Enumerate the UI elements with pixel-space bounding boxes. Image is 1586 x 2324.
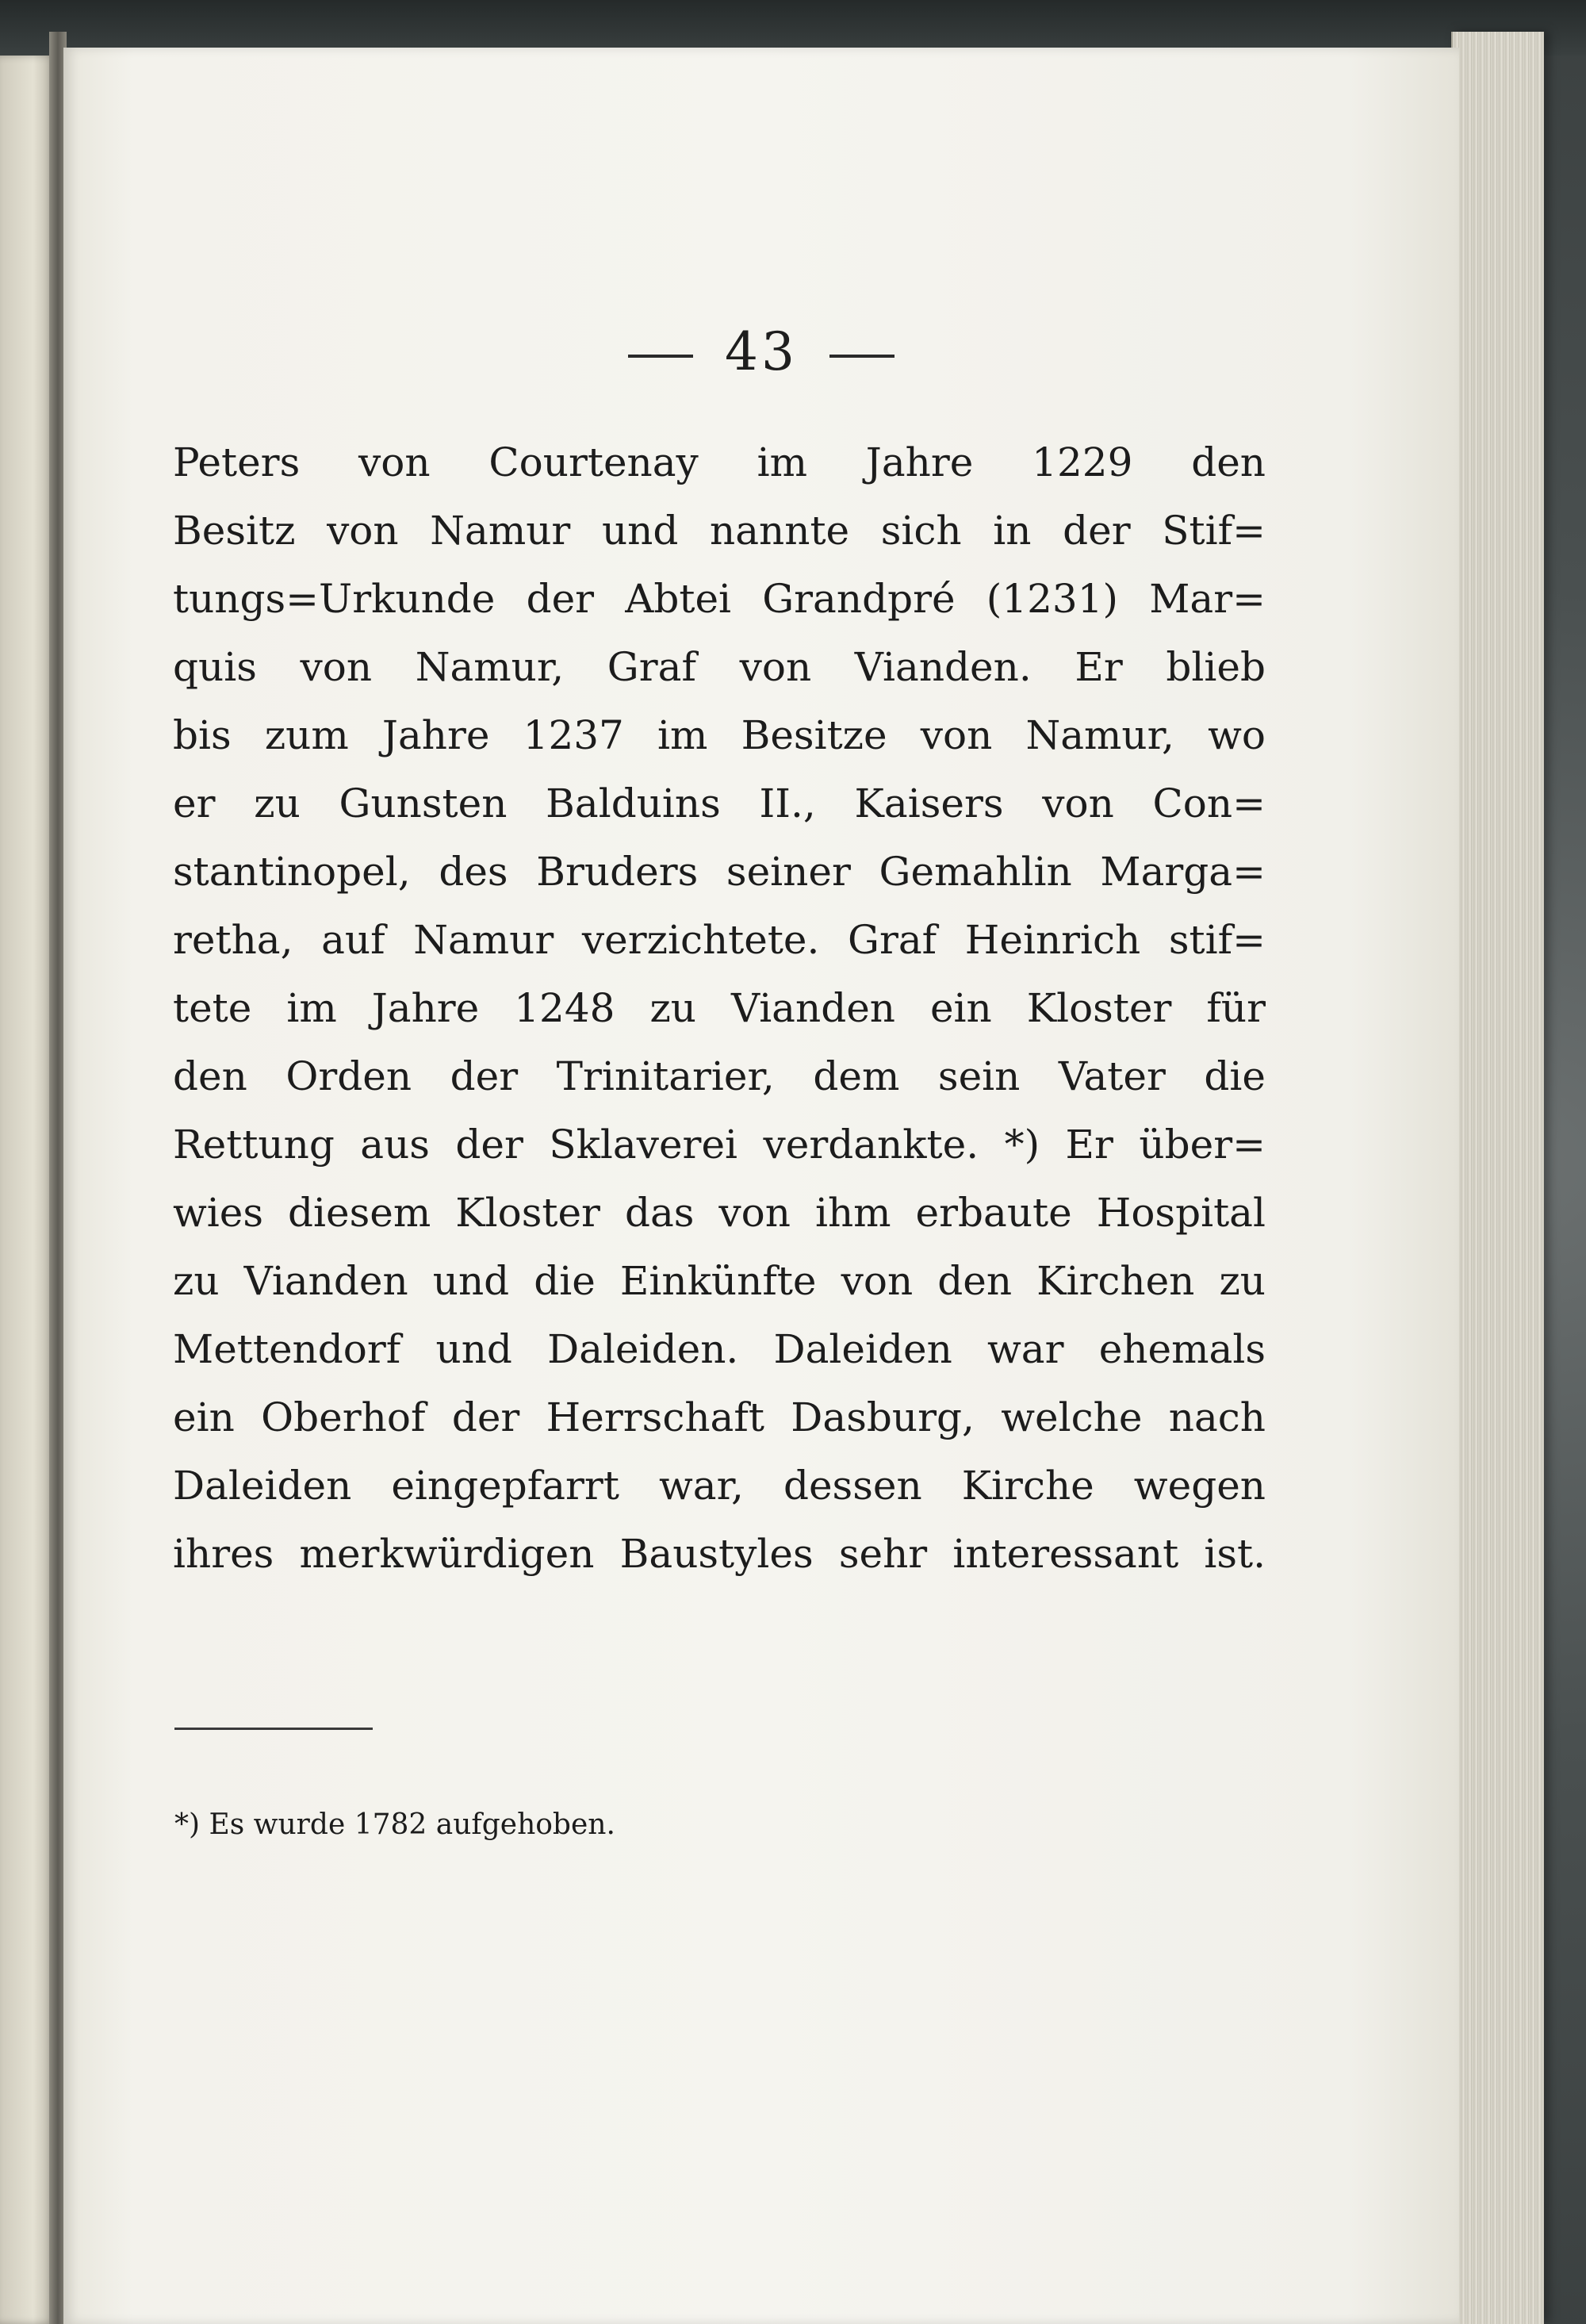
text-line: Rettung aus der Sklaverei verdankte. *) Er über= (173, 1122, 1266, 1168)
text-line: zu Vianden und die Einkünfte von den Kirchen zu (173, 1258, 1266, 1304)
header-dash-right (829, 355, 895, 358)
previous-page-edge (0, 56, 56, 2324)
text-line: ein Oberhof der Herrschaft Dasburg, welche nach (173, 1394, 1266, 1440)
text-line: retha, auf Namur verzichtete. Graf Heinrich stif= (173, 917, 1266, 963)
text-line: Mettendorf und Daleiden. Daleiden war ehemals (173, 1326, 1266, 1372)
text-line: den Orden der Trinitarier, dem sein Vater die (173, 1053, 1266, 1099)
footnote-rule (174, 1728, 373, 1730)
body-text (173, 428, 1266, 1588)
text-line: er zu Gunsten Balduins II., Kaisers von Con= (173, 780, 1266, 826)
text-line: stantinopel, des Bruders seiner Gemahlin Marga= (173, 849, 1266, 895)
text-line: quis von Namur, Graf von Vianden. Er blieb (173, 644, 1266, 690)
page-header (63, 321, 1459, 382)
text-line: ihres merkwürdigen Baustyles sehr interessant ist. (173, 1531, 1266, 1577)
text-line: Daleiden eingepfarrt war, dessen Kirche wegen (173, 1463, 1266, 1509)
header-dash-left (628, 355, 693, 358)
text-line: bis zum Jahre 1237 im Besitze von Namur, wo (173, 712, 1266, 758)
footnote: *) Es wurde 1782 aufgehoben. (174, 1808, 615, 1841)
text-line: Besitz von Namur und nannte sich in der Stif= (173, 508, 1266, 554)
text-line: Peters von Courtenay im Jahre 1229 den (173, 439, 1266, 485)
text-line: tete im Jahre 1248 zu Vianden ein Kloster für (173, 985, 1266, 1031)
book-page (63, 48, 1459, 2324)
page-edges-stack (1451, 32, 1544, 2324)
text-line: tungs=Urkunde der Abtei Grandpré (1231) Mar= (173, 576, 1266, 622)
page-number: 43 (725, 321, 798, 382)
text-line: wies diesem Kloster das von ihm erbaute Hospital (173, 1190, 1266, 1236)
